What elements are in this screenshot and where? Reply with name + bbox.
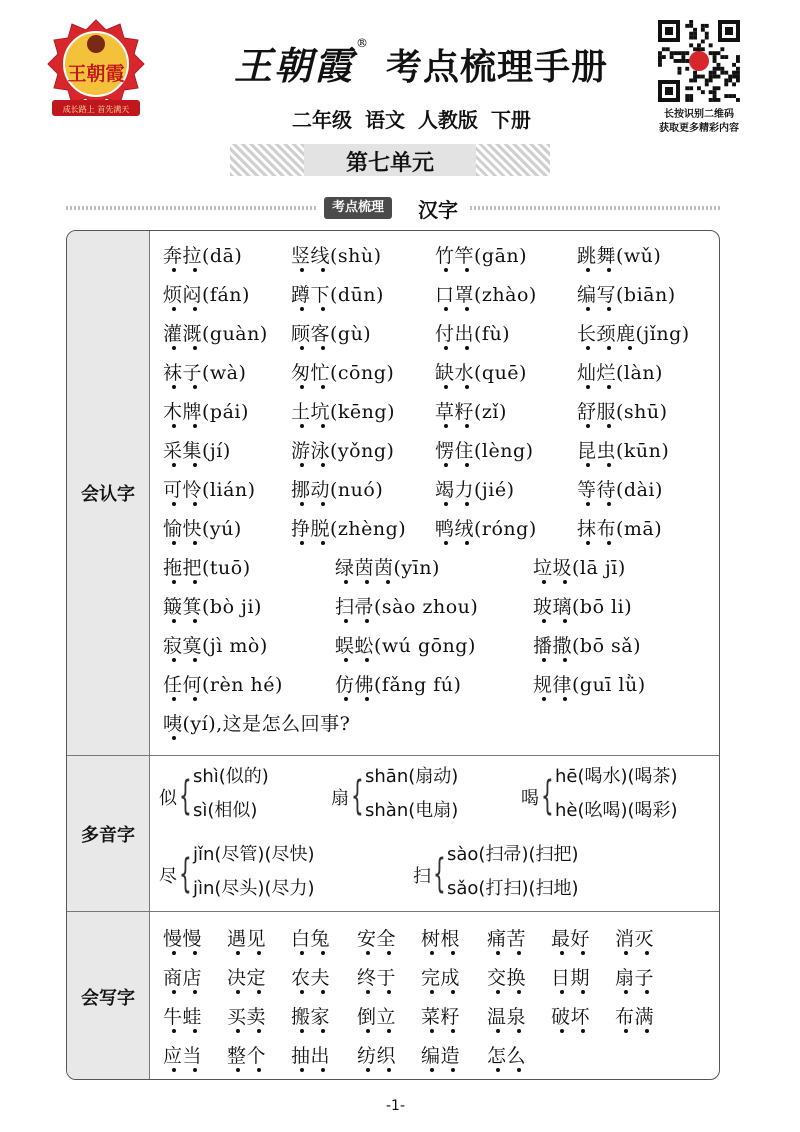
emphasis-dot — [257, 1029, 261, 1033]
emphasis-dot — [386, 580, 390, 584]
recognize-word: 缺水(quē) — [435, 362, 527, 384]
emphasis-dot — [517, 1068, 521, 1072]
recognize-word: 木牌(pái) — [163, 401, 249, 423]
emphasis-dot — [465, 502, 469, 506]
emphasis-dot — [321, 502, 325, 506]
recognize-word: 愉快(yú) — [163, 518, 242, 540]
emphasis-dot — [607, 385, 611, 389]
registered-mark: ® — [356, 36, 369, 50]
emphasis-dot — [321, 346, 325, 350]
recognize-word: 口罩(zhào) — [435, 284, 537, 306]
recognize-word: 寂寞(jì mò) — [163, 635, 268, 657]
emphasis-dot — [257, 990, 261, 994]
emphasis-dot — [624, 1029, 628, 1033]
recognize-word: 昆虫(kūn) — [577, 440, 670, 462]
emphasis-dot — [586, 424, 590, 428]
recognize-row — [67, 231, 719, 755]
page-number: -1- — [386, 1098, 406, 1114]
recognize-word: 灿烂(làn) — [577, 362, 663, 384]
emphasis-dot — [172, 502, 176, 506]
recognize-word: 玻璃(bō li) — [533, 596, 633, 618]
emphasis-dot — [560, 1029, 564, 1033]
emphasis-dot — [321, 951, 325, 955]
emphasis-dot — [300, 307, 304, 311]
emphasis-dot — [344, 619, 348, 623]
emphasis-dot — [321, 385, 325, 389]
emphasis-dot — [236, 951, 240, 955]
write-word: 树根 — [421, 928, 461, 950]
recognize-word: 采集(jí) — [163, 440, 231, 462]
write-word: 搬家 — [291, 1006, 331, 1028]
write-word: 扇子 — [615, 967, 655, 989]
emphasis-dot — [236, 1029, 240, 1033]
polyphone-reading: jǐn(尽管)(尽快) — [193, 844, 315, 865]
emphasis-dot — [465, 307, 469, 311]
emphasis-dot — [321, 1029, 325, 1033]
emphasis-dot — [172, 307, 176, 311]
emphasis-dot — [387, 990, 391, 994]
qr-caption-line2: 获取更多精彩内容 — [659, 123, 739, 134]
emphasis-dot — [465, 346, 469, 350]
emphasis-dot — [344, 697, 348, 701]
recognize-word: 编写(biān) — [577, 284, 676, 306]
emphasis-dot — [172, 463, 176, 467]
emphasis-dot — [193, 346, 197, 350]
emphasis-dot — [542, 697, 546, 701]
brace-icon: { — [541, 773, 554, 819]
polyphone-char: 扇 — [331, 788, 349, 809]
brace-icon: { — [179, 851, 192, 897]
recognize-word: 跳舞(wǔ) — [577, 245, 662, 267]
recognize-word: 可怜(lián) — [163, 479, 256, 501]
polyphone-reading: shān(扇动) — [365, 766, 459, 787]
polyphone-label: 多音字 — [67, 756, 150, 912]
emphasis-dot — [517, 951, 521, 955]
emphasis-dot — [193, 619, 197, 623]
emphasis-dot — [321, 541, 325, 545]
emphasis-dot — [193, 502, 197, 506]
emphasis-dot — [300, 990, 304, 994]
recognize-word: 绿茵茵(yīn) — [335, 557, 440, 579]
recognize-word: 鸭绒(róng) — [435, 518, 537, 540]
qr-caption-line1: 长按识别二维码 — [664, 109, 734, 120]
emphasis-dot — [300, 385, 304, 389]
emphasis-dot — [496, 1068, 500, 1072]
emphasis-dot — [586, 541, 590, 545]
polyphone-row — [67, 755, 719, 912]
emphasis-dot — [586, 346, 590, 350]
recognize-word: 舒服(shū) — [577, 401, 668, 423]
recognize-word: 竭力(jié) — [435, 479, 515, 501]
emphasis-dot — [366, 951, 370, 955]
polyphone-reading: sào(扫帚)(扫把) — [447, 844, 579, 865]
emphasis-dot — [300, 1068, 304, 1072]
emphasis-dot — [193, 580, 197, 584]
emphasis-dot — [300, 346, 304, 350]
emphasis-dot — [172, 697, 176, 701]
emphasis-dot — [387, 951, 391, 955]
emphasis-dot — [366, 1029, 370, 1033]
polyphone-char: 尽 — [159, 866, 177, 887]
emphasis-dot — [236, 1068, 240, 1072]
emphasis-dot — [172, 1068, 176, 1072]
emphasis-dot — [430, 1068, 434, 1072]
unit-title: 第七单元 — [345, 150, 434, 176]
emphasis-dot — [451, 1029, 455, 1033]
qr-caption — [634, 108, 764, 136]
emphasis-dot — [321, 990, 325, 994]
emphasis-dot — [581, 951, 585, 955]
polyphone-reading: hè(吆喝)(喝彩) — [555, 800, 678, 821]
brand-logo — [46, 18, 146, 122]
polyphone-char: 似 — [159, 788, 177, 809]
recognize-word: 灌溉(guàn) — [163, 323, 268, 345]
recognize-word: 垃圾(lā jī) — [533, 557, 626, 579]
recognize-word: 簸箕(bò ji) — [163, 596, 262, 618]
emphasis-dot — [172, 736, 176, 740]
emphasis-dot — [193, 424, 197, 428]
recognize-word: 愣住(lèng) — [435, 440, 534, 462]
emphasis-dot — [517, 1029, 521, 1033]
emphasis-dot — [586, 463, 590, 467]
write-word: 遇见 — [227, 928, 267, 950]
write-word: 纺织 — [357, 1045, 397, 1067]
recognize-word: 长颈鹿(jǐng) — [577, 323, 690, 345]
emphasis-dot — [300, 1029, 304, 1033]
emphasis-dot — [172, 990, 176, 994]
emphasis-dot — [387, 1068, 391, 1072]
recognize-word: 播撒(bō sǎ) — [533, 635, 642, 657]
emphasis-dot — [365, 580, 369, 584]
write-word: 应当 — [163, 1045, 203, 1067]
emphasis-dot — [321, 463, 325, 467]
polyphone-reading: shàn(电扇) — [365, 800, 459, 821]
emphasis-dot — [624, 951, 628, 955]
emphasis-dot — [465, 541, 469, 545]
emphasis-dot — [542, 619, 546, 623]
emphasis-dot — [257, 1068, 261, 1072]
emphasis-dot — [366, 990, 370, 994]
emphasis-dot — [193, 697, 197, 701]
emphasis-dot — [465, 463, 469, 467]
emphasis-dot — [193, 385, 197, 389]
emphasis-dot — [193, 1068, 197, 1072]
recognize-word: 匆忙(cōng) — [291, 362, 395, 384]
recognize-word: 抹布(mā) — [577, 518, 663, 540]
recognize-word: 蜈蚣(wú gōng) — [335, 635, 476, 657]
emphasis-dot — [581, 990, 585, 994]
emphasis-dot — [172, 346, 176, 350]
write-word: 农夫 — [291, 967, 331, 989]
write-word: 终于 — [357, 967, 397, 989]
emphasis-dot — [444, 346, 448, 350]
write-word: 交换 — [487, 967, 527, 989]
emphasis-dot — [465, 385, 469, 389]
write-word: 决定 — [227, 967, 267, 989]
write-word: 慢慢 — [163, 928, 203, 950]
emphasis-dot — [586, 307, 590, 311]
emphasis-dot — [444, 541, 448, 545]
write-word: 整个 — [227, 1045, 267, 1067]
emphasis-dot — [517, 990, 521, 994]
brand-name: 王朝霞 — [234, 43, 355, 88]
emphasis-dot — [300, 268, 304, 272]
emphasis-dot — [257, 951, 261, 955]
polyphone-char: 扫 — [413, 866, 431, 887]
emphasis-dot — [444, 385, 448, 389]
emphasis-dot — [607, 424, 611, 428]
emphasis-dot — [321, 1068, 325, 1072]
emphasis-dot — [430, 1029, 434, 1033]
emphasis-dot — [193, 541, 197, 545]
emphasis-dot — [172, 619, 176, 623]
emphasis-dot — [607, 502, 611, 506]
emphasis-dot — [586, 502, 590, 506]
emphasis-dot — [581, 1029, 585, 1033]
emphasis-dot — [586, 268, 590, 272]
write-word: 日期 — [551, 967, 591, 989]
emphasis-dot — [607, 463, 611, 467]
emphasis-dot — [193, 268, 197, 272]
emphasis-dot — [172, 951, 176, 955]
emphasis-dot — [563, 697, 567, 701]
emphasis-dot — [300, 424, 304, 428]
polyphone-reading: shì(似的) — [193, 766, 269, 787]
emphasis-dot — [300, 463, 304, 467]
emphasis-dot — [193, 463, 197, 467]
qr-code[interactable] — [656, 18, 742, 104]
emphasis-dot — [193, 990, 197, 994]
write-word: 消灭 — [615, 928, 655, 950]
emphasis-dot — [496, 951, 500, 955]
write-word: 痛苦 — [487, 928, 527, 950]
emphasis-dot — [444, 268, 448, 272]
recognize-word: 拖把(tuō) — [163, 557, 251, 579]
write-word: 最好 — [551, 928, 591, 950]
emphasis-dot — [628, 346, 632, 350]
recognize-word: 蹲下(dūn) — [291, 284, 384, 306]
recognize-sentence: 咦(yí),这是怎么回事? — [163, 713, 351, 735]
logo-badge-text: 王朝霞 — [67, 63, 125, 85]
emphasis-dot — [465, 268, 469, 272]
emphasis-dot — [236, 990, 240, 994]
emphasis-dot — [344, 580, 348, 584]
emphasis-dot — [560, 951, 564, 955]
emphasis-dot — [444, 424, 448, 428]
emphasis-dot — [645, 951, 649, 955]
dotted-divider-right — [470, 206, 722, 210]
section-label: 考点梳理 — [324, 197, 392, 219]
emphasis-dot — [563, 658, 567, 662]
emphasis-dot — [542, 580, 546, 584]
emphasis-dot — [607, 268, 611, 272]
brace-icon: { — [351, 773, 364, 819]
logo-ribbon-text: 成长路上 首先满天 — [62, 105, 130, 114]
brace-icon: { — [433, 851, 446, 897]
recognize-word: 游泳(yǒng) — [291, 440, 395, 462]
emphasis-dot — [645, 1029, 649, 1033]
emphasis-dot — [563, 580, 567, 584]
emphasis-dot — [321, 307, 325, 311]
write-label: 会写字 — [67, 912, 150, 1080]
emphasis-dot — [365, 619, 369, 623]
recognize-word: 规律(guī lǜ) — [533, 674, 646, 696]
write-word: 布满 — [615, 1006, 655, 1028]
emphasis-dot — [496, 1029, 500, 1033]
write-word: 安全 — [357, 928, 397, 950]
recognize-label: 会认字 — [67, 231, 150, 755]
emphasis-dot — [365, 658, 369, 662]
emphasis-dot — [444, 463, 448, 467]
emphasis-dot — [444, 502, 448, 506]
emphasis-dot — [172, 580, 176, 584]
recognize-word: 扫帚(sào zhou) — [335, 596, 479, 618]
emphasis-dot — [300, 541, 304, 545]
emphasis-dot — [387, 1029, 391, 1033]
recognize-word: 竹竿(gān) — [435, 245, 528, 267]
recognize-word: 等待(dài) — [577, 479, 663, 501]
emphasis-dot — [607, 541, 611, 545]
emphasis-dot — [563, 619, 567, 623]
write-word: 温泉 — [487, 1006, 527, 1028]
write-word: 白兔 — [291, 928, 331, 950]
emphasis-dot — [430, 951, 434, 955]
recognize-word: 竖线(shù) — [291, 245, 382, 267]
emphasis-dot — [451, 951, 455, 955]
book-title: 考点梳理手册 — [386, 47, 609, 88]
emphasis-dot — [172, 658, 176, 662]
recognize-word: 土坑(kēng) — [291, 401, 395, 423]
emphasis-dot — [172, 424, 176, 428]
polyphone-reading: jìn(尽头)(尽力) — [193, 878, 315, 899]
recognize-word: 挪动(nuó) — [291, 479, 384, 501]
write-word: 买卖 — [227, 1006, 267, 1028]
book-subtitle: 二年级 语文 人教版 下册 — [292, 108, 531, 132]
emphasis-dot — [321, 268, 325, 272]
recognize-word: 奔拉(dā) — [163, 245, 243, 267]
emphasis-dot — [365, 697, 369, 701]
polyphone-char: 喝 — [521, 788, 539, 809]
emphasis-dot — [607, 307, 611, 311]
write-word: 菜籽 — [421, 1006, 461, 1028]
emphasis-dot — [193, 951, 197, 955]
emphasis-dot — [430, 990, 434, 994]
recognize-word: 草籽(zǐ) — [435, 401, 507, 423]
dotted-divider-left — [66, 206, 316, 210]
section-heading — [66, 196, 722, 220]
polyphone-reading: sǎo(打扫)(扫地) — [447, 878, 579, 899]
brace-icon: { — [179, 773, 192, 819]
emphasis-dot — [645, 990, 649, 994]
emphasis-dot — [172, 385, 176, 389]
emphasis-dot — [496, 990, 500, 994]
emphasis-dot — [172, 541, 176, 545]
polyphone-reading: hē(喝水)(喝茶) — [555, 766, 678, 787]
characters-table — [66, 230, 720, 1080]
write-word: 倒立 — [357, 1006, 397, 1028]
emphasis-dot — [451, 990, 455, 994]
recognize-word: 任何(rèn hé) — [163, 674, 283, 696]
emphasis-dot — [193, 1029, 197, 1033]
write-word: 破坏 — [551, 1006, 591, 1028]
write-word: 怎么 — [487, 1045, 527, 1067]
section-title: 汉字 — [418, 198, 458, 222]
write-word: 编造 — [421, 1045, 461, 1067]
emphasis-dot — [586, 385, 590, 389]
emphasis-dot — [624, 990, 628, 994]
emphasis-dot — [444, 307, 448, 311]
emphasis-dot — [366, 1068, 370, 1072]
emphasis-dot — [321, 424, 325, 428]
emphasis-dot — [172, 268, 176, 272]
write-word: 完成 — [421, 967, 461, 989]
emphasis-dot — [542, 658, 546, 662]
recognize-word: 仿佛(fǎng fú) — [335, 674, 462, 696]
write-word: 牛蛙 — [163, 1006, 203, 1028]
recognize-word: 付出(fù) — [435, 323, 511, 345]
emphasis-dot — [172, 1029, 176, 1033]
emphasis-dot — [344, 658, 348, 662]
write-row — [67, 911, 719, 1080]
recognize-word: 烦闷(fán) — [163, 284, 250, 306]
recognize-word: 挣脱(zhèng) — [291, 518, 407, 540]
emphasis-dot — [560, 990, 564, 994]
write-word: 商店 — [163, 967, 203, 989]
unit-banner — [230, 144, 550, 176]
brand-title-line — [234, 30, 608, 90]
emphasis-dot — [451, 1068, 455, 1072]
emphasis-dot — [193, 307, 197, 311]
recognize-word: 袜子(wà) — [163, 362, 247, 384]
emphasis-dot — [300, 951, 304, 955]
write-word: 抽出 — [291, 1045, 331, 1067]
recognize-word: 顾客(gù) — [291, 323, 372, 345]
emphasis-dot — [300, 502, 304, 506]
emphasis-dot — [193, 658, 197, 662]
polyphone-reading: sì(相似) — [193, 800, 258, 821]
emphasis-dot — [465, 424, 469, 428]
emphasis-dot — [607, 346, 611, 350]
